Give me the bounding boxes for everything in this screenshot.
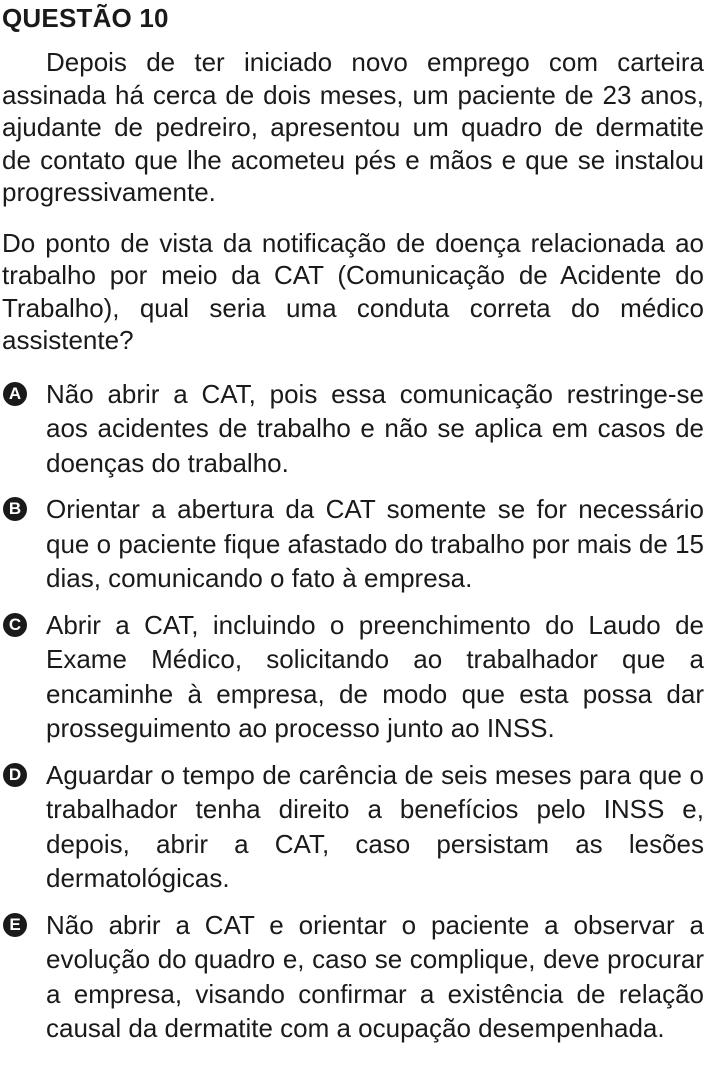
option-text: Não abrir a CAT e orientar o paciente a observar a evolução do quadro e, caso se complique, deve procurar a empresa, visando confirmar a existência de relação causal da dermatite com a ocupação desempenhada. bbox=[46, 909, 704, 1043]
answer-options bbox=[2, 377, 704, 1046]
answer-option-e[interactable] bbox=[2, 908, 704, 1046]
option-letter-badge: A bbox=[3, 382, 27, 406]
answer-option-d[interactable] bbox=[2, 758, 704, 896]
answer-option-c[interactable] bbox=[2, 608, 704, 746]
option-letter-badge: C bbox=[3, 613, 27, 637]
answer-option-b[interactable] bbox=[2, 492, 704, 596]
option-letter-badge: B bbox=[3, 497, 27, 521]
question-title: QUESTÃO 10 bbox=[2, 3, 169, 33]
question-paragraph-case: Depois de ter iniciado novo emprego com carteira assinada há cerca de dois meses, um paciente de 23 anos, ajudante de pedreiro, apresentou um quadro de dermatite de contato que lhe acometeu pés e mãos e que se instalou progressivamente. bbox=[2, 47, 704, 207]
question-paragraph-prompt: Do ponto de vista da notificação de doença relacionada ao trabalho por meio da CAT (Comunicação de Acidente do Trabalho), qual seria uma conduta correta do médico assistente? bbox=[2, 227, 704, 355]
option-letter-badge: E bbox=[3, 913, 27, 937]
option-text: Aguardar o tempo de carência de seis meses para que o trabalhador tenha direito a benefícios pelo INSS e, depois, abrir a CAT, caso persistam as lesões dermatológicas. bbox=[46, 759, 704, 893]
option-letter-badge: D bbox=[3, 763, 27, 787]
option-text: Abrir a CAT, incluindo o preenchimento do Laudo de Exame Médico, solicitando ao trabalhador que a encaminhe à empresa, de modo que esta possa dar prosseguimento ao processo junto ao INSS. bbox=[46, 609, 704, 743]
option-text: Orientar a abertura da CAT somente se for necessário que o paciente fique afastado do trabalho por mais de 15 dias, comunicando o fato à empresa. bbox=[46, 494, 704, 593]
answer-option-a[interactable] bbox=[2, 377, 704, 481]
option-text: Não abrir a CAT, pois essa comunicação restringe-se aos acidentes de trabalho e não se aplica em casos de doenças do trabalho. bbox=[46, 378, 704, 478]
